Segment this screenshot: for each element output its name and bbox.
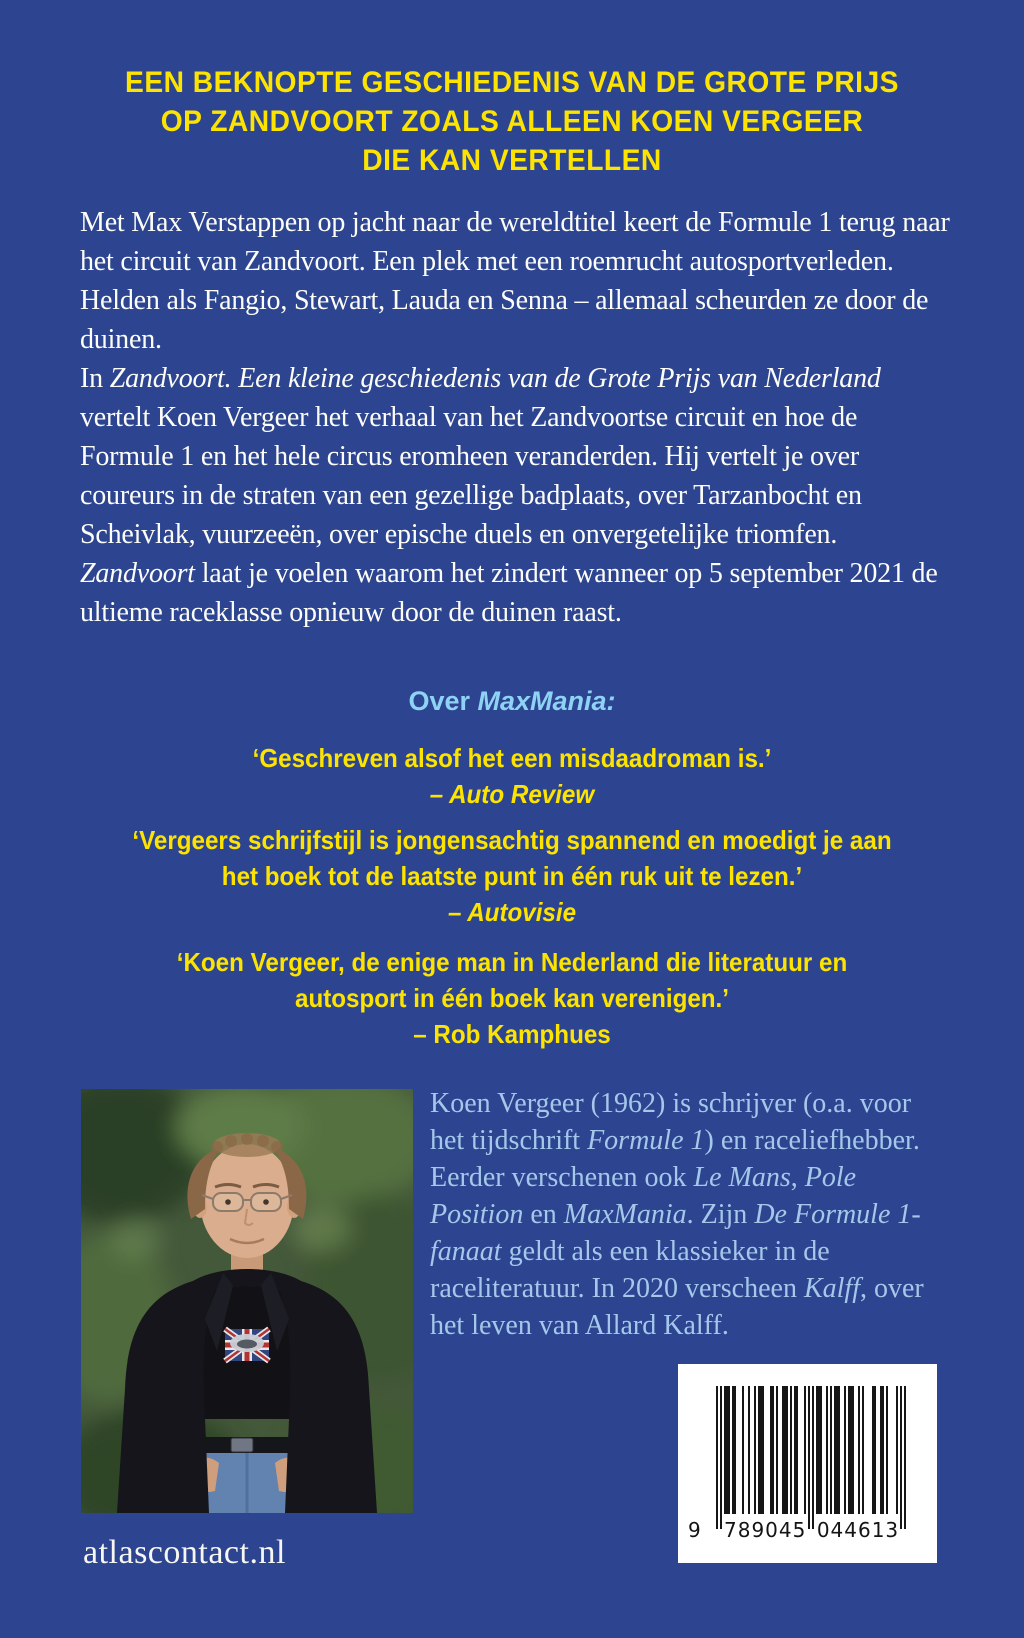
bio-text: Koen Vergeer (1962) is schrijver (o.a. voor het tijdschrift	[430, 1088, 912, 1156]
publisher-url: atlascontact.nl	[83, 1534, 286, 1571]
quote-text: het boek tot de laatste punt in één ruk uit te lezen.’	[221, 861, 803, 891]
bio-title-italic: MaxMania	[563, 1199, 687, 1230]
bio-title-italic: De Formule 1-fanaat	[430, 1199, 921, 1267]
bio-title-italic: Pole Position	[430, 1162, 857, 1230]
bio-title-italic: Formule 1	[587, 1125, 705, 1156]
barcode	[678, 1364, 937, 1563]
tagline	[0, 63, 1024, 180]
review-quote	[0, 944, 1024, 1052]
author-photo	[81, 1089, 413, 1513]
quote-attribution: – Rob Kamphues	[413, 1019, 611, 1049]
barcode-digits: 9	[688, 1518, 702, 1542]
author-bio	[430, 1085, 950, 1344]
intro-text: vertelt Koen Vergeer het verhaal van het Zandvoortse circuit en hoe de Formule 1 en het hele circus eromheen veranderden. Hij vertelt je over coureurs in de straten van een gezellige badplaats, over Tarzanbocht en Scheivlak, vuurzeeën, over epische duels en onvergetelijke triomfen.	[80, 402, 862, 550]
book-title-italic: Zandvoort	[80, 558, 195, 589]
bio-text: , over het leven van Allard Kalff.	[430, 1273, 924, 1341]
bio-text: ,	[790, 1162, 805, 1193]
quote-text: ‘Vergeers schrijfstijl is jongensachtig spannend en moedigt je aan	[132, 825, 892, 855]
review-quote	[0, 822, 1024, 930]
bio-text: . Zijn	[686, 1199, 755, 1230]
bio-text: en	[523, 1199, 564, 1230]
bio-title-italic: Kalff	[803, 1273, 860, 1304]
tagline-line: DIE KAN VERTELLEN	[362, 144, 662, 177]
quote-attribution: – Autovisie	[447, 897, 577, 927]
quote-text: ‘Geschreven alsof het een misdaadroman is.’	[252, 743, 772, 773]
bio-text: ) en raceliefhebber. Eerder verschenen ook	[430, 1125, 920, 1193]
quote-text: ‘Koen Vergeer, de enige man in Nederland die literatuur en	[176, 947, 848, 977]
tagline-line: OP ZANDVOORT ZOALS ALLEEN KOEN VERGEER	[160, 105, 864, 138]
intro-text: Met Max Verstappen op jacht naar de wereldtitel keert de Formule 1 terug naar het circuit van Zandvoort. Een plek met een roemrucht autosportverleden. Helden als Fangio, Stewart, Lauda en Senna – allemaal scheurden ze door de duinen.	[80, 207, 950, 355]
bio-title-italic: Le Mans	[693, 1162, 791, 1193]
reviews-header-title: MaxMania:	[477, 686, 616, 716]
book-title-italic: Zandvoort. Een kleine geschiedenis van de Grote Prijs van Nederland	[109, 363, 881, 394]
intro-text: In	[80, 363, 110, 394]
bio-text: geldt als een klassieker in de raceliteratuur. In 2020 verscheen	[430, 1236, 830, 1304]
tagline-line: EEN BEKNOPTE GESCHIEDENIS VAN DE GROTE PRIJS	[125, 66, 899, 99]
reviews-header-prefix: Over	[408, 686, 478, 716]
review-quote	[0, 740, 1024, 812]
reviews-header	[0, 683, 1024, 719]
intro-paragraph	[80, 203, 952, 632]
intro-text: laat je voelen waarom het zindert wanneer op 5 september 2021 de ultieme raceklasse opnieuw door de duinen raast.	[80, 558, 938, 628]
union-jack-shirt	[225, 1329, 269, 1361]
barcode-digits: 789045	[724, 1518, 807, 1542]
quote-attribution: – Auto Review	[429, 779, 595, 809]
barcode-bars	[716, 1386, 906, 1531]
quote-text: autosport in één boek kan verenigen.’	[294, 983, 729, 1013]
barcode-digits: 044613	[816, 1518, 900, 1542]
